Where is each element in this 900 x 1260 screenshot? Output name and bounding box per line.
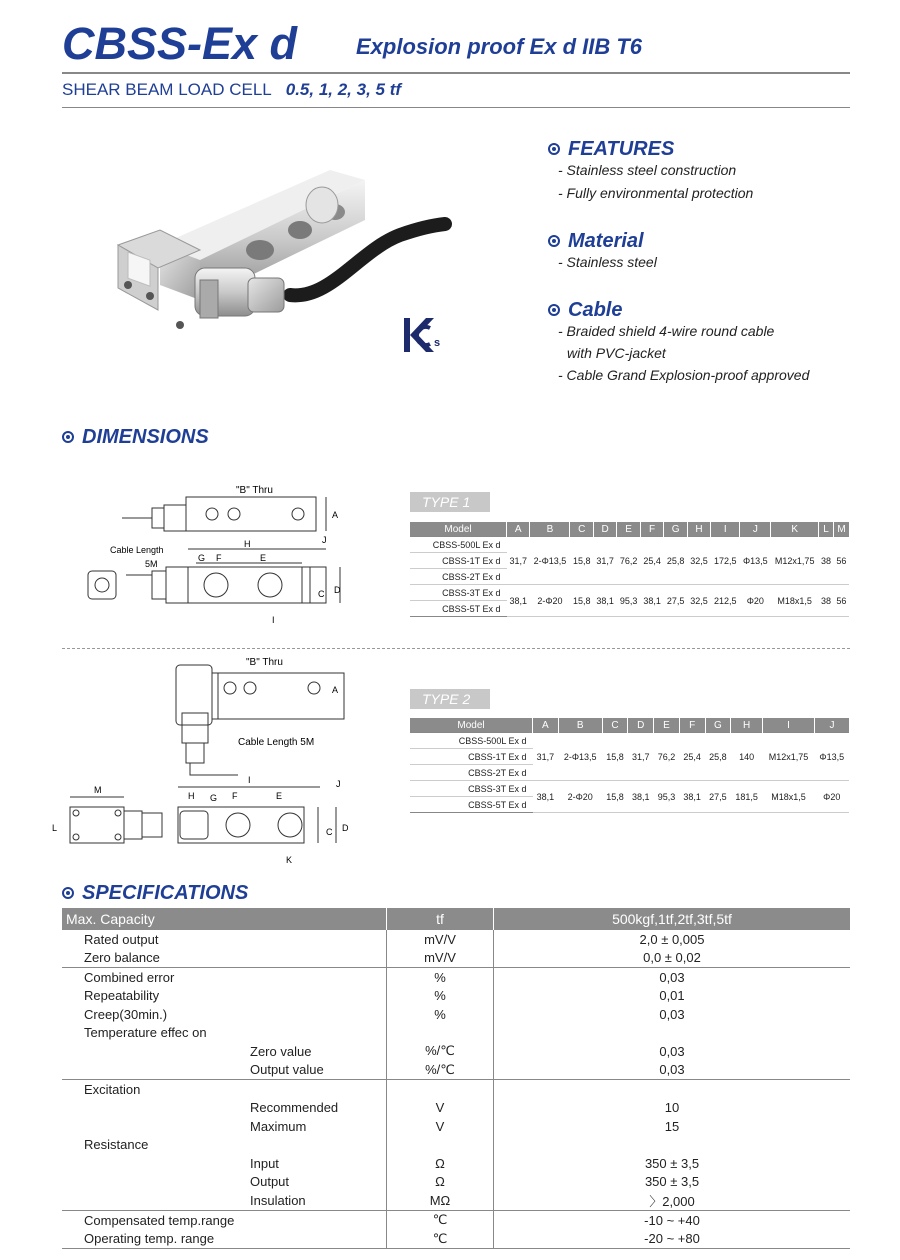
table-header-row [410, 522, 850, 537]
column-header: H [687, 522, 710, 537]
feature-item: - Stainless steel construction [558, 162, 737, 178]
table-row [62, 1080, 850, 1099]
dim-cell: 212,5 [711, 585, 740, 617]
kcs-certification-mark [398, 312, 444, 358]
product-subtitle [62, 80, 401, 100]
model-cell: CBSS-1T Ex d [410, 553, 507, 569]
spec-value: 15 [494, 1117, 851, 1136]
spec-label: Resistance [84, 1137, 149, 1153]
dim-label-g: G [210, 793, 218, 803]
table-row [62, 1154, 850, 1173]
column-header: J [740, 522, 771, 537]
table-row [62, 1191, 850, 1211]
spec-unit [387, 1080, 494, 1099]
table-row [62, 1136, 850, 1155]
dim-cell: 32,5 [687, 585, 710, 617]
dim-cell: M18x1,5 [763, 781, 815, 813]
table-row [62, 1042, 850, 1061]
spec-value: 0,0 ± 0,02 [494, 949, 851, 968]
dim-cell: 95,3 [654, 781, 680, 813]
bullet-icon [548, 143, 560, 155]
spec-unit: % [387, 968, 494, 987]
dim-label-l: L [52, 823, 58, 833]
dim-cell: M12x1,75 [763, 733, 815, 781]
dim-cell: 25,8 [664, 537, 687, 585]
dim-label-j: J [322, 535, 327, 545]
dim-cell: 31,7 [628, 733, 654, 781]
cable-5m-label: 5M [145, 559, 158, 569]
column-header: C [570, 522, 593, 537]
product-model-title: CBSS-Ex d [62, 18, 298, 69]
spec-label: Operating temp. range [62, 1230, 387, 1249]
column-header: tf [387, 908, 494, 930]
model-cell: CBSS-5T Ex d [410, 797, 533, 813]
dim-label-c: C [318, 589, 325, 599]
cable-heading: Cable [548, 299, 622, 322]
spec-sublabel: Maximum [250, 1118, 307, 1134]
dim-cell: 25,4 [679, 733, 705, 781]
spec-sublabel: Insulation [250, 1193, 306, 1208]
cable-length-label: Cable Length 5M [238, 737, 315, 748]
column-header: Model [410, 522, 507, 537]
cable-length-label: Cable Length [110, 545, 164, 555]
table-row [62, 1099, 850, 1118]
specifications-heading: SPECIFICATIONS [62, 882, 248, 905]
spec-value: 10 [494, 1099, 851, 1118]
spec-value [494, 1136, 851, 1155]
table-row [62, 1211, 850, 1230]
b-thru-label: "B" Thru [236, 485, 273, 496]
dim-label-e: E [260, 553, 267, 563]
specifications-table [62, 908, 850, 1249]
model-cell: CBSS-2T Ex d [410, 765, 533, 781]
table-row [410, 585, 850, 601]
dim-cell: M12x1,75 [771, 537, 818, 585]
table-row [410, 781, 850, 797]
table-row [62, 968, 850, 987]
column-header: A [507, 522, 530, 537]
dim-label-j: J [336, 779, 341, 789]
column-header: D [593, 522, 616, 537]
dim-cell: 15,8 [602, 733, 628, 781]
material-item: - Stainless steel [558, 254, 657, 270]
dim-cell: Φ13,5 [815, 733, 849, 781]
features-heading: FEATURES [548, 138, 674, 161]
spec-value: 2,0 ± 0,005 [494, 930, 851, 949]
dim-cell: 56 [834, 537, 849, 585]
spec-unit: MΩ [387, 1191, 494, 1211]
dim-cell: 38,1 [593, 585, 616, 617]
dim-label-c: C [326, 827, 333, 837]
dim-cell: 2-Φ13,5 [530, 537, 570, 585]
model-cell: CBSS-1T Ex d [410, 749, 533, 765]
dim-label-h: H [188, 791, 195, 801]
column-header: D [628, 718, 654, 733]
type2-drawing [40, 655, 370, 870]
spec-value: 0,03 [494, 1061, 851, 1080]
dim-label-d: D [334, 585, 341, 595]
column-header: F [640, 522, 663, 537]
dim-cell: 15,8 [602, 781, 628, 813]
spec-sublabel: Recommended [250, 1100, 339, 1116]
subtitle-text: SHEAR BEAM LOAD CELL [62, 80, 272, 99]
bullet-icon [548, 235, 560, 247]
dim-label-d: D [342, 823, 349, 833]
spec-unit [387, 1136, 494, 1155]
dim-cell: 38,1 [640, 585, 663, 617]
spec-value: 350 ± 3,5 [494, 1173, 851, 1192]
column-header: A [533, 718, 559, 733]
type2-dimension-table [409, 718, 849, 813]
dim-label-i: I [272, 615, 275, 625]
dim-cell: 181,5 [731, 781, 763, 813]
dim-cell: 172,5 [711, 537, 740, 585]
column-header: C [602, 718, 628, 733]
dim-cell: 38 [818, 537, 833, 585]
column-header: 500kgf,1tf,2tf,3tf,5tf [494, 908, 851, 930]
spec-unit: mV/V [387, 930, 494, 949]
column-header: E [617, 522, 640, 537]
header-rule [62, 72, 850, 74]
dim-cell: 31,7 [593, 537, 616, 585]
b-thru-label: "B" Thru [246, 657, 283, 668]
section-divider [62, 648, 850, 649]
spec-unit: % [387, 987, 494, 1006]
dimensions-heading: DIMENSIONS [62, 426, 209, 449]
table-row [62, 930, 850, 949]
spec-value: 350 ± 3,5 [494, 1154, 851, 1173]
cable-item: - Braided shield 4-wire round cable [558, 323, 775, 339]
cable-item: - Cable Grand Explosion-proof approved [558, 367, 810, 383]
spec-label: Zero balance [84, 950, 160, 966]
bullet-icon [62, 431, 74, 443]
dim-label-i: I [248, 775, 251, 785]
spec-sublabel: Output value [250, 1062, 324, 1078]
dim-cell: 38,1 [628, 781, 654, 813]
dim-label-m: M [94, 785, 102, 795]
table-header-row [410, 718, 850, 733]
spec-value: 0,03 [494, 1005, 851, 1024]
dim-cell: 31,7 [507, 537, 530, 585]
dim-label-f: F [232, 791, 238, 801]
spec-unit: V [387, 1117, 494, 1136]
dim-cell: 140 [731, 733, 763, 781]
spec-unit [387, 1024, 494, 1043]
spec-label: Repeatability [84, 988, 160, 1004]
model-cell: CBSS-3T Ex d [410, 781, 533, 797]
spec-value: -20 ~ +80 [494, 1230, 851, 1249]
dim-cell: 38,1 [679, 781, 705, 813]
column-header: B [530, 522, 570, 537]
spec-sublabel: Zero value [250, 1043, 312, 1059]
spec-label: Temperature effec on [84, 1025, 207, 1041]
spec-unit: V [387, 1099, 494, 1118]
column-header: M [834, 522, 849, 537]
kcs-mark-letter: s [434, 337, 441, 349]
spec-value [494, 1024, 851, 1043]
spec-unit: Ω [387, 1154, 494, 1173]
table-row [62, 1117, 850, 1136]
type1-drawing [70, 475, 370, 635]
dim-cell: 2-Φ13,5 [558, 733, 602, 781]
dim-cell: 56 [834, 585, 849, 617]
model-cell: CBSS-3T Ex d [410, 585, 507, 601]
spec-label: Combined error [62, 968, 387, 987]
material-heading: Material [548, 230, 644, 253]
spec-value: 0,01 [494, 987, 851, 1006]
dim-cell: 38 [818, 585, 833, 617]
dim-cell: 32,5 [687, 537, 710, 585]
spec-unit: mV/V [387, 949, 494, 968]
model-cell: CBSS-500L Ex d [410, 537, 507, 553]
dim-cell: 15,8 [570, 537, 593, 585]
spec-value [494, 1080, 851, 1099]
dim-label-h: H [244, 539, 251, 549]
type2-label: TYPE 2 [410, 689, 490, 709]
column-header: G [705, 718, 731, 733]
spec-label: Excitation [62, 1080, 387, 1099]
feature-item: - Fully environmental protection [558, 185, 754, 201]
table-row [62, 1061, 850, 1080]
dim-cell: 25,8 [705, 733, 731, 781]
dim-label-k: K [286, 855, 293, 865]
dim-cell: 38,1 [507, 585, 530, 617]
model-cell: CBSS-500L Ex d [410, 733, 533, 749]
dim-label-e: E [276, 791, 283, 801]
spec-label: Rated output [84, 931, 159, 947]
spec-sublabel: Output [250, 1174, 290, 1190]
spec-value: 0,03 [494, 1042, 851, 1061]
column-header: F [679, 718, 705, 733]
spec-unit: %/℃ [387, 1042, 494, 1061]
model-cell: CBSS-5T Ex d [410, 601, 507, 617]
dim-cell: 76,2 [654, 733, 680, 781]
table-row [62, 1024, 850, 1043]
column-header: K [771, 522, 818, 537]
spec-unit: ℃ [387, 1211, 494, 1230]
bullet-icon [62, 887, 74, 899]
dim-label-a: A [332, 685, 339, 695]
product-tagline: Explosion proof Ex d IIB T6 [356, 34, 643, 59]
dim-cell: 31,7 [533, 733, 559, 781]
dim-cell: 15,8 [570, 585, 593, 617]
spec-unit: Ω [387, 1173, 494, 1192]
column-header: G [664, 522, 687, 537]
spec-label: Compensated temp.range [62, 1211, 387, 1230]
capacity-range: 0.5, 1, 2, 3, 5 tf [285, 80, 402, 99]
dim-cell: 76,2 [617, 537, 640, 585]
bullet-icon [548, 304, 560, 316]
table-row [62, 1173, 850, 1192]
column-header: Model [410, 718, 533, 733]
type1-dimension-table [409, 522, 849, 617]
table-row [62, 1230, 850, 1249]
dim-cell: Φ20 [815, 781, 849, 813]
dim-cell: 25,4 [640, 537, 663, 585]
column-header: E [654, 718, 680, 733]
spec-value: 0,03 [494, 968, 851, 987]
dim-cell: 95,3 [617, 585, 640, 617]
column-header: I [763, 718, 815, 733]
dim-cell: 2-Φ20 [530, 585, 570, 617]
dim-cell: M18x1,5 [771, 585, 818, 617]
column-header: I [711, 522, 740, 537]
spec-label: Creep(30min.) [84, 1006, 168, 1022]
column-header: H [731, 718, 763, 733]
spec-value: 〉2,000 [494, 1191, 851, 1211]
table-row [62, 949, 850, 968]
cable-item: with PVC-jacket [567, 345, 666, 361]
dim-cell: 27,5 [705, 781, 731, 813]
model-cell: CBSS-2T Ex d [410, 569, 507, 585]
dim-cell: 27,5 [664, 585, 687, 617]
spec-sublabel: Input [250, 1155, 279, 1171]
table-row [62, 987, 850, 1006]
dim-label-f: F [216, 553, 222, 563]
type1-label: TYPE 1 [410, 492, 490, 512]
table-row [410, 537, 850, 553]
dim-cell: 2-Φ20 [558, 781, 602, 813]
dim-cell: Φ20 [740, 585, 771, 617]
subtitle-rule [62, 107, 850, 108]
table-header-row [62, 908, 850, 930]
spec-unit: %/℃ [387, 1061, 494, 1080]
table-row [410, 733, 850, 749]
column-header: Max. Capacity [62, 908, 387, 930]
dim-label-g: G [198, 553, 206, 563]
column-header: L [818, 522, 833, 537]
column-header: J [815, 718, 849, 733]
dim-cell: 38,1 [533, 781, 559, 813]
spec-unit: % [387, 1005, 494, 1024]
column-header: B [558, 718, 602, 733]
spec-value: -10 ~ +40 [494, 1211, 851, 1230]
table-row [62, 1005, 850, 1024]
dim-label-a: A [332, 510, 339, 520]
dim-cell: Φ13,5 [740, 537, 771, 585]
spec-unit: ℃ [387, 1230, 494, 1249]
